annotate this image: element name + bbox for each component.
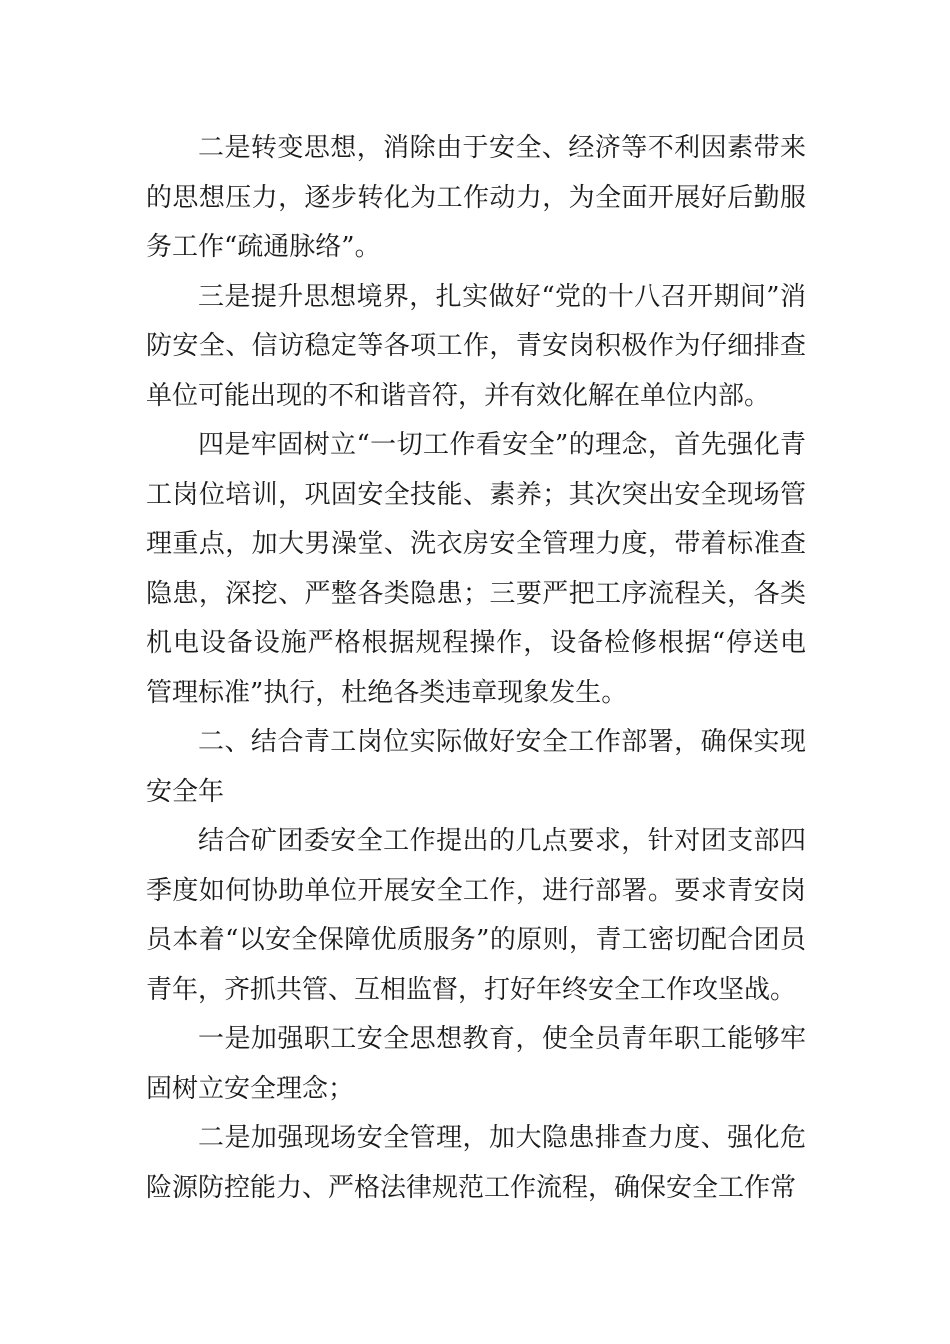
paragraph-1: 二是转变思想，消除由于安全、经济等不利因素带来的思想压力，逐步转化为工作动力，为全面开展好后勤服务工作“疏通脉络”。 — [146, 133, 806, 262]
paragraph-6: 二是加强现场安全管理，加大隐患排查力度、强化危险源防控能力、严格法律规范工作流程，确保安全工作常 — [146, 1123, 806, 1203]
paragraph-5: 一是加强职工安全思想教育，使全员青年职工能够牢固树立安全理念； — [146, 1024, 806, 1104]
paragraph-4: 结合矿团委安全工作提出的几点要求，针对团支部四季度如何协助单位开展安全工作，进行部署。要求青安岗员本着“以安全保障优质服务”的原则，青工密切配合团员青年，齐抓共管、互相监督，打好年终安全工作攻坚战。 — [146, 826, 806, 1005]
document-body — [146, 124, 806, 1213]
paragraph-2: 三是提升思想境界，扎实做好“党的十八召开期间”消防安全、信访稳定等各项工作，青安岗积极作为仔细排查单位可能出现的不和谐音符，并有效化解在单位内部。 — [146, 281, 806, 411]
paragraph-3: 四是牢固树立“一切工作看安全”的理念，首先强化青工岗位培训，巩固安全技能、素养；其次突出安全现场管理重点，加大男澡堂、洗衣房安全管理力度，带着标准查隐患，深挖、严整各类隐患；三要严把工序流程关，各类机电设备设施严格根据规程操作，设备检修根据“停送电管理标准”执行，杜绝各类违章现象发生。 — [146, 430, 806, 708]
section-heading: 二、结合青工岗位实际做好安全工作部署，确保实现安全年 — [146, 727, 806, 807]
